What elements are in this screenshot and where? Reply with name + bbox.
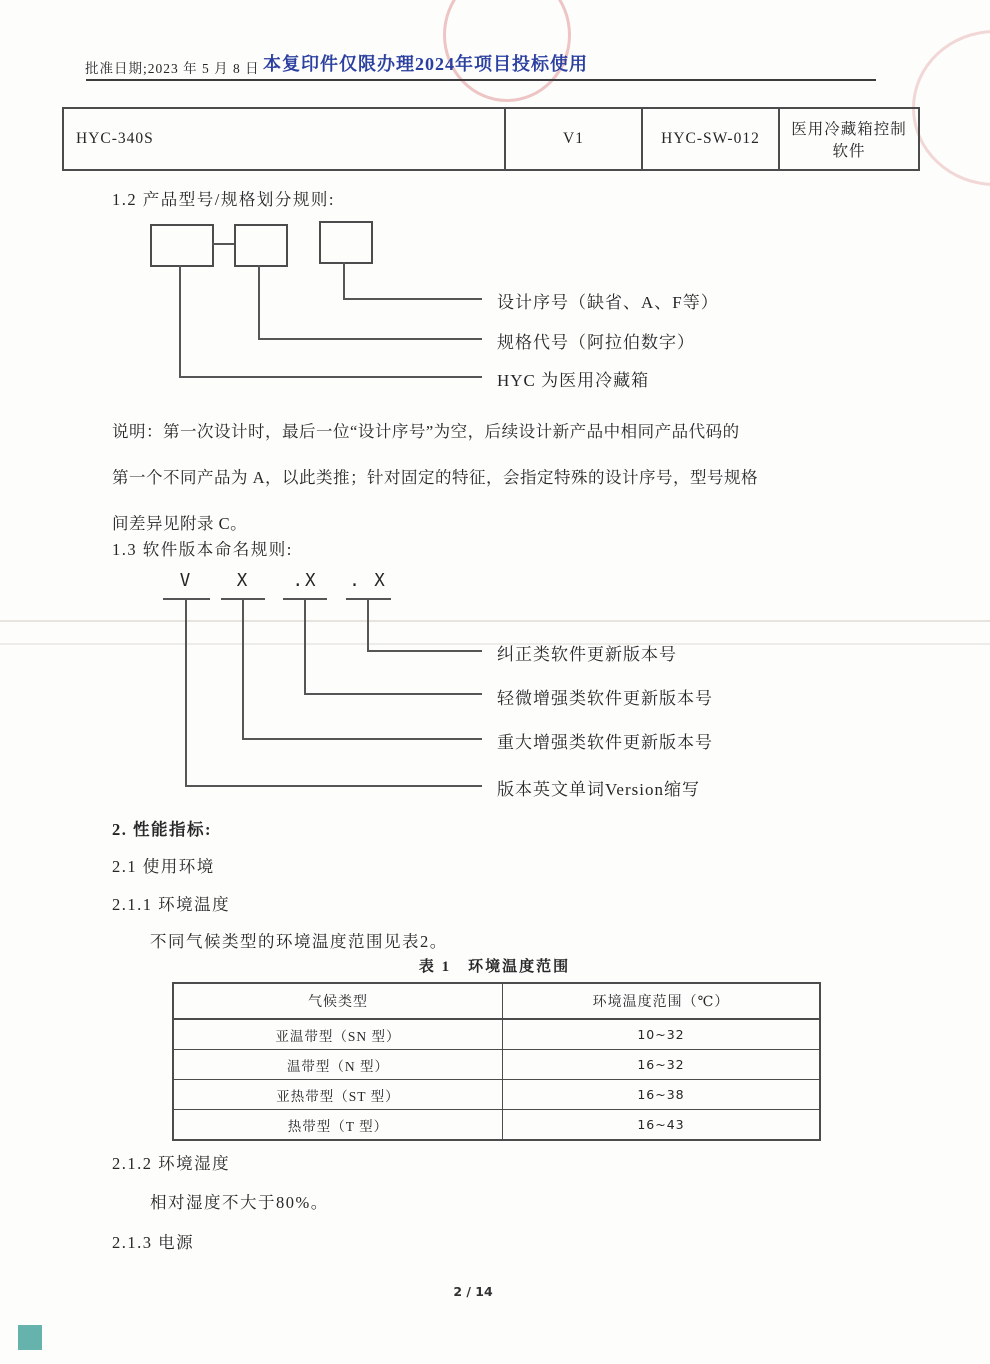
connector-line: [179, 376, 482, 378]
table-header-row: [174, 984, 819, 1020]
climate-type-cell: 温带型（N 型）: [286, 1058, 390, 1074]
info-cell-version: V1: [504, 109, 641, 169]
temp-range-cell: 16~32: [502, 1050, 819, 1079]
section-1-2-title: 1.2 产品型号/规格划分规则:: [112, 190, 335, 209]
climate-type-cell: 亚温带型（SN 型）: [275, 1028, 401, 1044]
note-line-2: 第一个不同产品为 A，以此类推；针对固定的特征，会指定特殊的设计序号，型号规格: [112, 468, 759, 487]
scan-fold-line: [0, 620, 990, 622]
column-header: 气候类型: [308, 995, 368, 1010]
label-minor-version: 轻微增强类软件更新版本号: [497, 689, 713, 708]
connector-line: [185, 785, 482, 787]
climate-table: [172, 982, 821, 1141]
connector-line: [343, 262, 345, 300]
note-line-3: 间差异见附录 C。: [112, 514, 248, 533]
note-line-1: 说明：第一次设计时，最后一位“设计序号”为空，后续设计新产品中相同产品代码的: [112, 422, 740, 441]
climate-type-cell: 热带型（T 型）: [287, 1118, 389, 1134]
section-2-1-2-title: 2.1.2 环境湿度: [112, 1154, 231, 1173]
connector-line: [304, 600, 306, 695]
section-1-3-title: 1.3 软件版本命名规则:: [112, 540, 293, 559]
info-table: [62, 107, 920, 171]
label-major-version: 重大增强类软件更新版本号: [497, 733, 713, 752]
table-row: [174, 1049, 819, 1079]
connector-line: [242, 600, 244, 740]
connector-line: [185, 600, 187, 787]
connector-line: [258, 265, 260, 340]
connector-line: [343, 298, 482, 300]
connector-line: [212, 243, 234, 245]
version-token-x1: X: [236, 571, 250, 591]
connector-line: [304, 693, 482, 695]
connector-line: [179, 265, 181, 378]
section-2-title: 2. 性能指标:: [112, 820, 212, 839]
usage-notice-text: 本复印件仅限办理2024年项目投标使用: [263, 54, 588, 74]
label-spec-code: 规格代号（阿拉伯数字）: [497, 333, 695, 352]
model-diagram-box-2: [234, 224, 288, 267]
info-cell-name: 医用冷藏箱控制软件: [778, 109, 918, 169]
info-cell-code: HYC-SW-012: [641, 109, 778, 169]
page-number: 2 / 14: [453, 1284, 493, 1299]
connector-line: [367, 600, 369, 652]
connector-line: [367, 650, 482, 652]
column-header: 环境温度范围（℃）: [502, 984, 819, 1018]
section-2-1-1-body: 不同气候类型的环境温度范围见表2。: [150, 932, 448, 951]
table-1-caption: 表 1 环境温度范围: [418, 959, 571, 975]
stamp-arc-right-icon: [912, 30, 990, 186]
section-2-1-title: 2.1 使用环境: [112, 857, 215, 876]
label-version-abbrev: 版本英文单词Version缩写: [497, 780, 700, 799]
label-design-serial: 设计序号（缺省、A、F等）: [497, 293, 719, 312]
model-diagram-box-3: [319, 221, 373, 264]
section-2-1-1-title: 2.1.1 环境温度: [112, 895, 231, 914]
approval-date-text: 批准日期;2023 年 5 月 8 日: [85, 61, 260, 76]
section-2-1-3-title: 2.1.3 电源: [112, 1233, 195, 1252]
model-diagram-box-1: [150, 224, 214, 267]
scan-fold-line: [0, 643, 990, 645]
table-row: [174, 1079, 819, 1109]
label-patch-version: 纠正类软件更新版本号: [497, 645, 677, 664]
section-2-1-2-body: 相对湿度不大于80%。: [150, 1193, 329, 1212]
table-row: [174, 1020, 819, 1049]
temp-range-cell: 16~38: [502, 1080, 819, 1109]
info-cell-model: HYC-340S: [76, 130, 154, 147]
header-rule: [86, 79, 876, 81]
version-token-v: V: [179, 571, 193, 591]
temp-range-cell: 16~43: [502, 1110, 819, 1139]
version-token-x2: .X: [292, 571, 318, 591]
connector-line: [242, 738, 482, 740]
temp-range-cell: 10~32: [502, 1020, 819, 1049]
connector-line: [258, 338, 482, 340]
teal-corner-mark: [18, 1325, 42, 1350]
climate-type-cell: 亚热带型（ST 型）: [276, 1088, 400, 1104]
table-row: [174, 1109, 819, 1139]
label-hyc-meaning: HYC 为医用冷藏箱: [497, 371, 650, 390]
version-token-x3: . X: [349, 571, 387, 591]
